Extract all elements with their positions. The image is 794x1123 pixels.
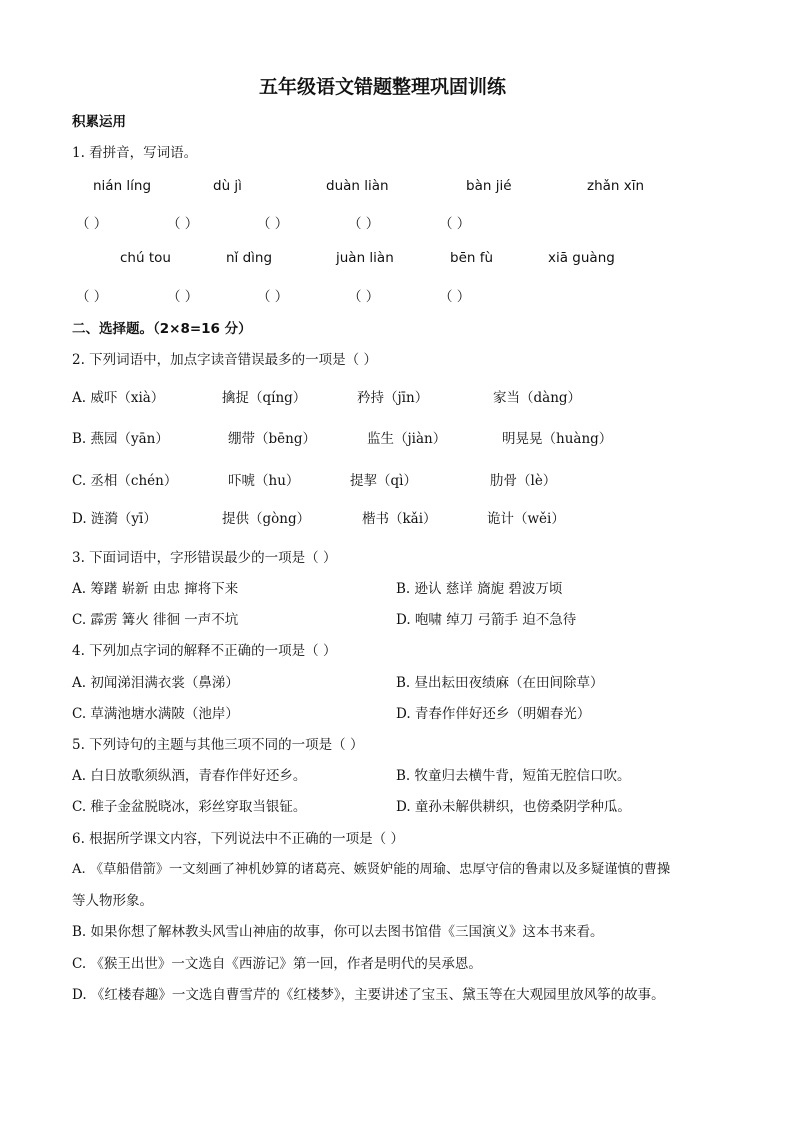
option-b-word: 绷带（bēng） [228, 431, 316, 447]
answer-blank[interactable]: （ ） [167, 216, 199, 232]
answer-blank[interactable]: （ ） [348, 216, 380, 232]
option-c: C. 霹雳 篝火 徘徊 一声不坑 [72, 612, 239, 628]
option-d: D. 咆啸 绰刀 弓箭手 迫不急待 [396, 612, 577, 628]
option-b-word: B. 燕园（yān） [72, 431, 169, 447]
option-b-word: 监生（jiàn） [367, 431, 447, 447]
pinyin-item: duàn liàn [326, 178, 389, 194]
option-b: B. 牧童归去横牛背，短笛无腔信口吹。 [396, 768, 631, 784]
option-d-word: 提供（gòng） [222, 511, 311, 527]
option-a: A. 白日放歌须纵酒，青春作伴好还乡。 [72, 768, 307, 784]
option-c: C. 草满池塘水满陂（池岸） [72, 706, 239, 722]
question-2-stem: 2. 下列词语中，加点字读音错误最多的一项是（ ） [72, 352, 377, 368]
answer-blank[interactable]: （ ） [439, 216, 471, 232]
option-a: A. 《草船借箭》一文刻画了神机妙算的诸葛亮、嫉贤妒能的周瑜、忠厚守信的鲁肃以及多疑谨慎的曹操 [72, 862, 671, 877]
question-4-stem: 4. 下列加点字词的解释不正确的一项是（ ） [72, 643, 337, 659]
option-b-word: 明晃晃（huàng） [502, 431, 613, 447]
option-d: D. 《红楼春趣》一文选自曹雪芹的《红楼梦》，主要讲述了宝玉、黛玉等在大观园里放风筝的故事。 [72, 987, 665, 1003]
section-heading-choice: 二、选择题。（2×8=16 分） [72, 321, 252, 337]
page-title: 五年级语文错题整理巩固训练 [259, 76, 507, 98]
question-6-stem: 6. 根据所学课文内容，下列说法中不正确的一项是（ ） [72, 831, 404, 847]
answer-blank[interactable]: （ ） [257, 289, 289, 305]
option-b: B. 逊认 慈详 旖旎 碧波万顷 [396, 581, 563, 597]
option-d: D. 童孙未解供耕织，也傍桑阴学种瓜。 [396, 799, 631, 815]
pinyin-item: dù jì [213, 178, 242, 194]
option-a-word: 擒捉（qíng） [222, 390, 307, 406]
option-c: C. 《猴王出世》一文选自《西游记》第一回，作者是明代的吴承恩。 [72, 956, 482, 972]
option-c-word: 肋骨（lè） [490, 473, 557, 489]
pinyin-item: nǐ dìng [226, 250, 273, 266]
pinyin-item: xiā guàng [548, 250, 615, 266]
option-a: A. 初闻涕泪满衣裳（鼻涕） [72, 675, 239, 691]
option-c-word: 提挈（qì） [350, 473, 417, 489]
option-a-word: 矜持（jīn） [357, 390, 429, 406]
answer-blank[interactable]: （ ） [257, 216, 289, 232]
option-d-word: 楷书（kǎi） [362, 511, 437, 527]
pinyin-item: nián líng [93, 178, 152, 194]
pinyin-item: bàn jié [466, 178, 512, 194]
pinyin-item: juàn liàn [336, 250, 394, 266]
option-c-word: C. 丞相（chén） [72, 473, 178, 489]
question-1-stem: 1. 看拼音，写词语。 [72, 145, 198, 161]
pinyin-item: zhǎn xīn [587, 178, 645, 194]
option-d-word: D. 涟漪（yī） [72, 511, 157, 527]
answer-blank[interactable]: （ ） [76, 289, 108, 305]
answer-blank[interactable]: （ ） [348, 289, 380, 305]
option-a-word: 家当（dàng） [493, 390, 582, 406]
answer-blank[interactable]: （ ） [76, 216, 108, 232]
option-a-continuation: 等人物形象。 [72, 893, 153, 909]
question-5-stem: 5. 下列诗句的主题与其他三项不同的一项是（ ） [72, 737, 364, 753]
option-a: A. 筹躇 崭新 由忠 撺将下来 [72, 581, 239, 597]
option-a-word: A. 威吓（xià） [72, 390, 165, 406]
option-d-word: 诡计（wěi） [487, 511, 565, 527]
answer-blank[interactable]: （ ） [439, 289, 471, 305]
section-heading-accumulation: 积累运用 [72, 114, 126, 130]
option-b: B. 如果你想了解林教头风雪山神庙的故事，你可以去图书馆借《三国演义》这本书来看。 [72, 924, 604, 940]
option-c: C. 稚子金盆脱晓冰，彩丝穿取当银钲。 [72, 799, 307, 815]
option-d: D. 青春作伴好还乡（明媚春光） [396, 706, 591, 722]
question-3-stem: 3. 下面词语中，字形错误最少的一项是（ ） [72, 550, 337, 566]
pinyin-item: chú tou [120, 250, 171, 266]
option-c-word: 吓唬（hu） [228, 473, 300, 489]
option-b: B. 昼出耘田夜绩麻（在田间除草） [396, 675, 604, 691]
pinyin-item: bēn fù [450, 250, 494, 266]
answer-blank[interactable]: （ ） [167, 289, 199, 305]
